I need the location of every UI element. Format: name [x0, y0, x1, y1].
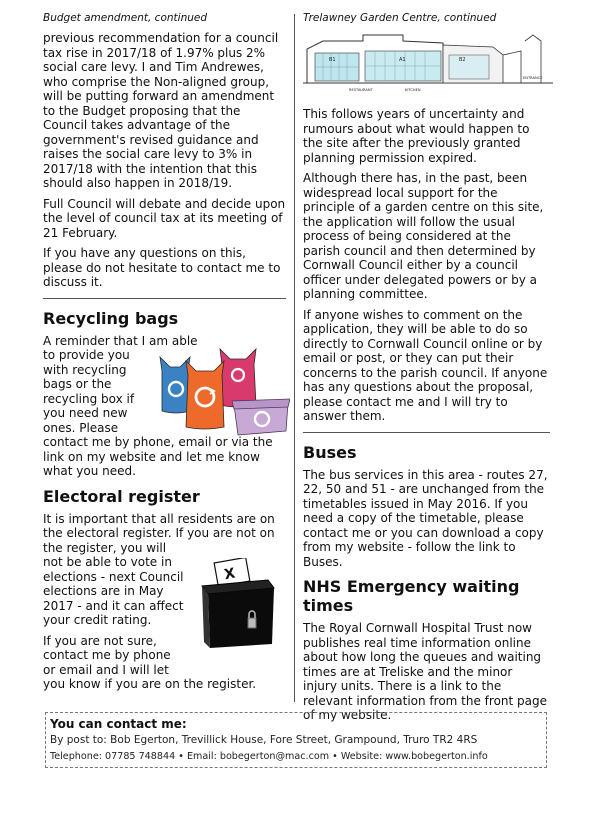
budget-paragraph: If you have any questions on this, please do not hesitate to contact me to discuss it.: [43, 246, 281, 289]
recycling-line: bags or the: [43, 377, 112, 391]
recycling-box-icon: [232, 399, 290, 435]
recycling-line: A reminder that I am able: [43, 333, 198, 348]
buses-heading: Buses: [303, 442, 357, 462]
garden-paragraph: Although there has, in the past, been widespread local support for the principle of a garden centre on this site, the application will follow the usual process of being considered at the parish council and then determined by Cornwall Council either by a council officer under delegated powers or by a planning committee.: [303, 171, 544, 301]
section-divider: [43, 298, 286, 299]
column-divider: [294, 14, 295, 702]
recycling-heading: Recycling bags: [43, 308, 179, 328]
drawing-label: ENTRANCE: [523, 76, 543, 80]
contact-box: [45, 712, 547, 768]
electoral-line: elections are in May: [43, 584, 164, 598]
running-header-right: Trelawney Garden Centre, continued: [303, 12, 497, 24]
contact-post-line: By post to: Bob Egerton, Trevillick House, Fore Street, Grampound, Truro TR2 4RS: [50, 734, 478, 746]
budget-paragraph: previous recommendation for a council tax rise in 2017/18 of 1.97% plus 2% social care levy. I and Tim Andrewes, who comprise the Non-aligned group, will be putting forward an amendment to the Budget proposing that the Council takes advantage of the government's revised guidance and raises the social care levy to 3% in 2017/18 with the intention that this should also happen in 2018/19.: [43, 31, 279, 190]
drawing-label: RESTAURANT: [349, 88, 373, 92]
garden-paragraph: If anyone wishes to comment on the application, they will be able to do so directly to Cornwall Council online or by email or post, or they can put their concerns to the parish council. If anyone has any questions about the proposal, please contact me and I will try to answer them.: [303, 307, 548, 423]
contact-details-line: Telephone: 07785 748844 • Email: bobegerton@mac.com • Website: www.bobegerton.info: [50, 751, 488, 762]
drawing-label: B1: [329, 57, 336, 63]
bag-pink-icon: [220, 349, 256, 407]
electoral-line: elections - next Council: [43, 569, 184, 584]
contact-title: You can contact me:: [50, 717, 187, 731]
electoral-line: your credit rating.: [43, 613, 152, 627]
section-divider: [303, 432, 550, 433]
ballot-box-icon: [198, 558, 278, 650]
buses-text: The bus services in this area - routes 27, 22, 50 and 51 - are unchanged from the timetables issued in May 2016. If you need a copy of the timetable, please contact me or you can download a copy from my website - follow the link to Buses.: [303, 467, 548, 569]
drawing-label: KITCHEN: [405, 88, 421, 92]
garden-centre-elevation-drawing: [303, 31, 553, 95]
drawing-label: A1: [399, 57, 406, 63]
recycling-line: ones. Please: [43, 420, 119, 435]
ballot-mark: X: [223, 565, 237, 584]
recycling-line: recycling box if: [43, 391, 135, 406]
drawing-label: B2: [459, 57, 466, 63]
recycling-line: to provide you: [43, 348, 130, 362]
nhs-heading: NHS Emergency waiting times: [303, 577, 520, 615]
bag-orange-icon: [186, 361, 224, 429]
electoral-line: not be able to vote in: [43, 555, 172, 569]
electoral-line: contact me by phone: [43, 648, 171, 662]
electoral-line: 2017 - and it can affect: [43, 598, 184, 613]
bag-blue-icon: [160, 357, 190, 413]
recycling-line: you need new: [43, 406, 128, 420]
garden-paragraph: This follows years of uncertainty and rumours about what would happen to the site after the previously granted planning permission expired.: [303, 107, 530, 165]
recycling-text-tail: contact me by phone, email or via the link on my website and let me know what you need.: [43, 435, 273, 478]
running-header-left: Budget amendment, continued: [43, 12, 208, 24]
electoral-line: the register, you will: [43, 540, 167, 555]
electoral-heading: Electoral register: [43, 486, 200, 506]
electoral-text-tail: you know if you are on the register.: [43, 677, 257, 691]
nhs-text: The Royal Cornwall Hospital Trust now publishes real time information online about how long the queues and waiting times are at Treliske and the minor injury units. There is a link to the relevant information from the front page of my website.: [303, 621, 548, 722]
right-column: [303, 12, 550, 729]
electoral-line: or email and I will let: [43, 662, 169, 677]
electoral-lead: It is important that all residents are on the electoral register. If you are not on: [43, 511, 275, 540]
recycling-line: with recycling: [43, 362, 127, 377]
electoral-line: If you are not sure,: [43, 633, 157, 648]
recycling-bags-icon: [158, 345, 290, 437]
budget-paragraph: Full Council will debate and decide upon the level of council tax at its meeting of 21 February.: [43, 196, 286, 240]
